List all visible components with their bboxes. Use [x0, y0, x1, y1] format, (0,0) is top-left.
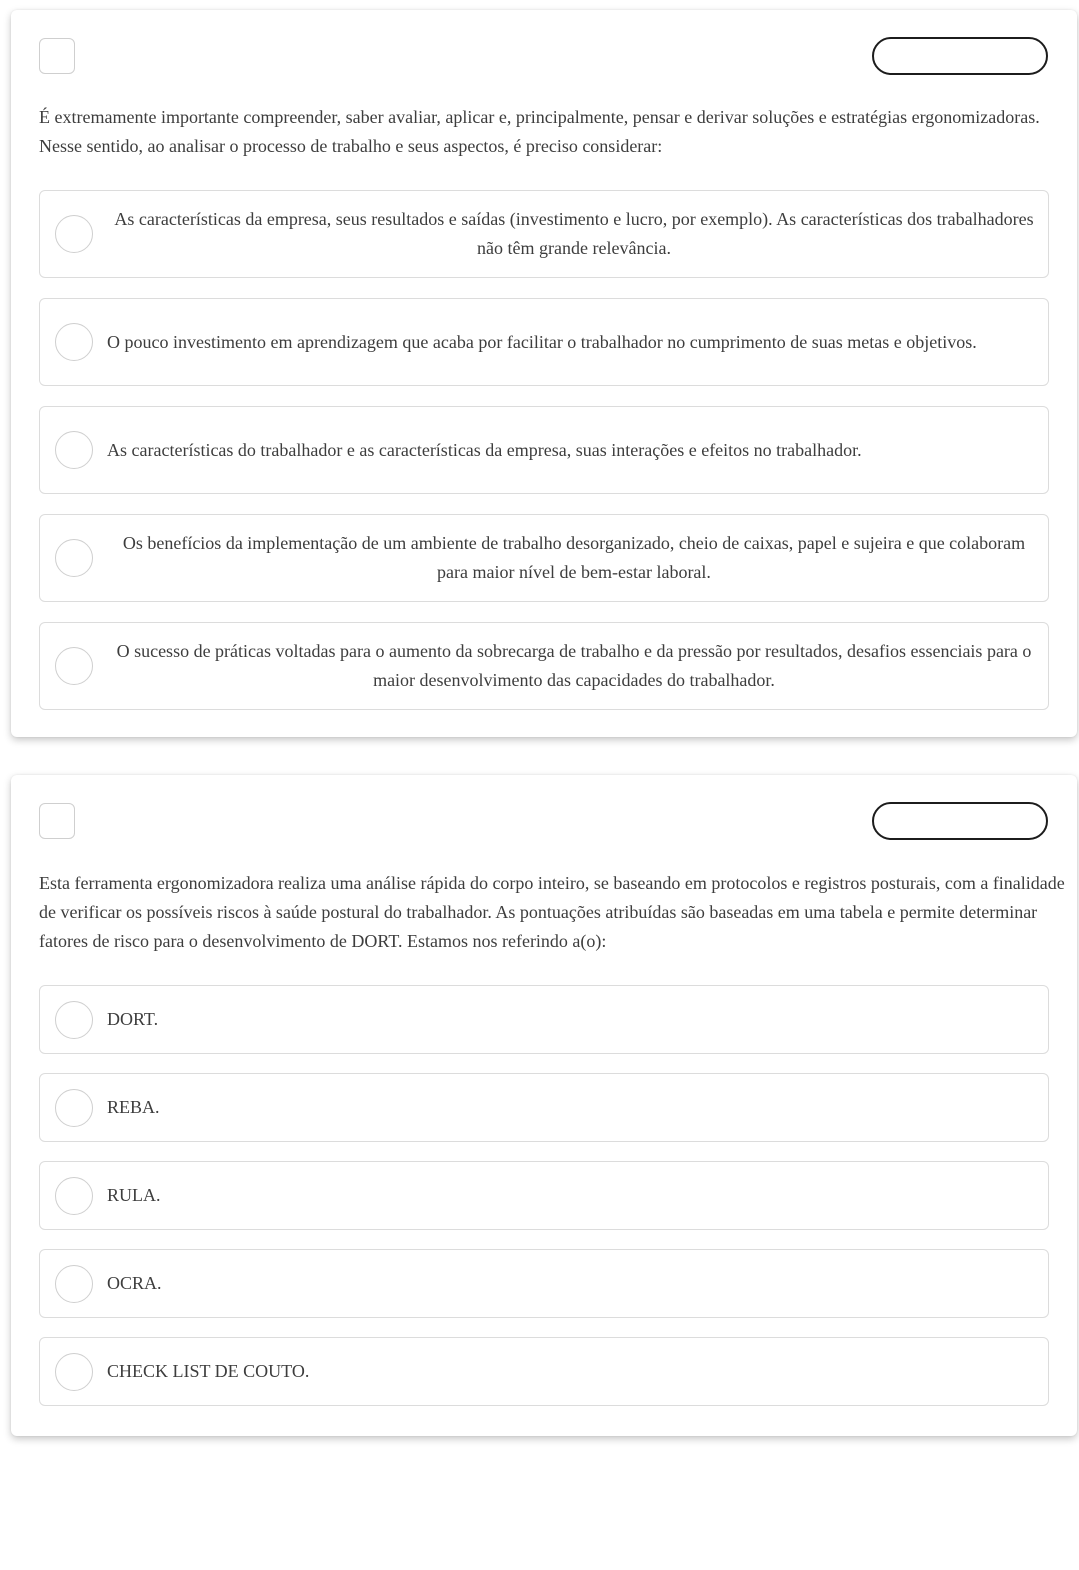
question-card-2: [11, 775, 1077, 1436]
question-action-button[interactable]: [872, 37, 1048, 75]
answer-option-e[interactable]: [39, 622, 1049, 710]
answer-option-b[interactable]: [39, 1073, 1049, 1142]
answer-option-a[interactable]: [39, 985, 1049, 1054]
answer-option-b[interactable]: [39, 298, 1049, 386]
question-text: Esta ferramenta ergonomizadora realiza uma análise rápida do corpo inteiro, se baseando em protocolos e registros posturais, com a finalidade de verificar os possíveis riscos à saúde postural do trabalhador. As pontuações atribuídas são baseadas em uma tabela e permite determinar fatores de risco para o desenvolvimento de DORT. Estamos nos referindo a(o):: [39, 873, 1065, 951]
radio-button[interactable]: [55, 1089, 93, 1127]
radio-button[interactable]: [55, 431, 93, 469]
radio-button[interactable]: [55, 323, 93, 361]
answer-option-text: OCRA.: [107, 1273, 162, 1293]
radio-button[interactable]: [55, 539, 93, 577]
answer-option-a[interactable]: [39, 190, 1049, 278]
answer-option-text: RULA.: [107, 1185, 161, 1205]
answer-option-text: REBA.: [107, 1097, 160, 1117]
answer-option-text: O pouco investimento em aprendizagem que acaba por facilitar o trabalhador no cumprimento de suas metas e objetivos.: [107, 331, 977, 352]
answer-option-d[interactable]: [39, 514, 1049, 602]
answer-options: [39, 985, 1049, 1425]
question-card-1: [11, 10, 1077, 737]
answer-option-c[interactable]: [39, 406, 1049, 494]
radio-button[interactable]: [55, 215, 93, 253]
answer-option-e[interactable]: [39, 1337, 1049, 1406]
answer-option-text: Os benefícios da implementação de um ambiente de trabalho desorganizado, cheio de caixas, papel e sujeira e que colaboram para maior nível de bem-estar laboral.: [122, 533, 1026, 582]
radio-button[interactable]: [55, 1265, 93, 1303]
answer-option-text: DORT.: [107, 1009, 159, 1029]
radio-button[interactable]: [55, 647, 93, 685]
answer-options: [39, 190, 1049, 730]
answer-option-text: O sucesso de práticas voltadas para o aumento da sobrecarga de trabalho e da pressão por resultados, desafios essenciais para o maior desenvolvimento das capacidades do trabalhador.: [116, 641, 1032, 690]
radio-button[interactable]: [55, 1001, 93, 1039]
mark-question-checkbox[interactable]: [39, 38, 75, 74]
answer-option-text: As características do trabalhador e as características da empresa, suas interações e efeitos no trabalhador.: [107, 439, 862, 460]
radio-button[interactable]: [55, 1353, 93, 1391]
answer-option-text: As características da empresa, seus resultados e saídas (investimento e lucro, por exemplo). As características dos trabalhadores não têm grande relevância.: [114, 209, 1034, 258]
answer-option-d[interactable]: [39, 1249, 1049, 1318]
mark-question-checkbox[interactable]: [39, 803, 75, 839]
radio-button[interactable]: [55, 1177, 93, 1215]
answer-option-c[interactable]: [39, 1161, 1049, 1230]
answer-option-text: CHECK LIST DE COUTO.: [107, 1361, 310, 1381]
question-action-button[interactable]: [872, 802, 1048, 840]
question-text: É extremamente importante compreender, saber avaliar, aplicar e, principalmente, pensar e derivar soluções e estratégias ergonomizadoras. Nesse sentido, ao analisar o processo de trabalho e seus aspectos, é preciso considerar:: [39, 107, 1040, 156]
